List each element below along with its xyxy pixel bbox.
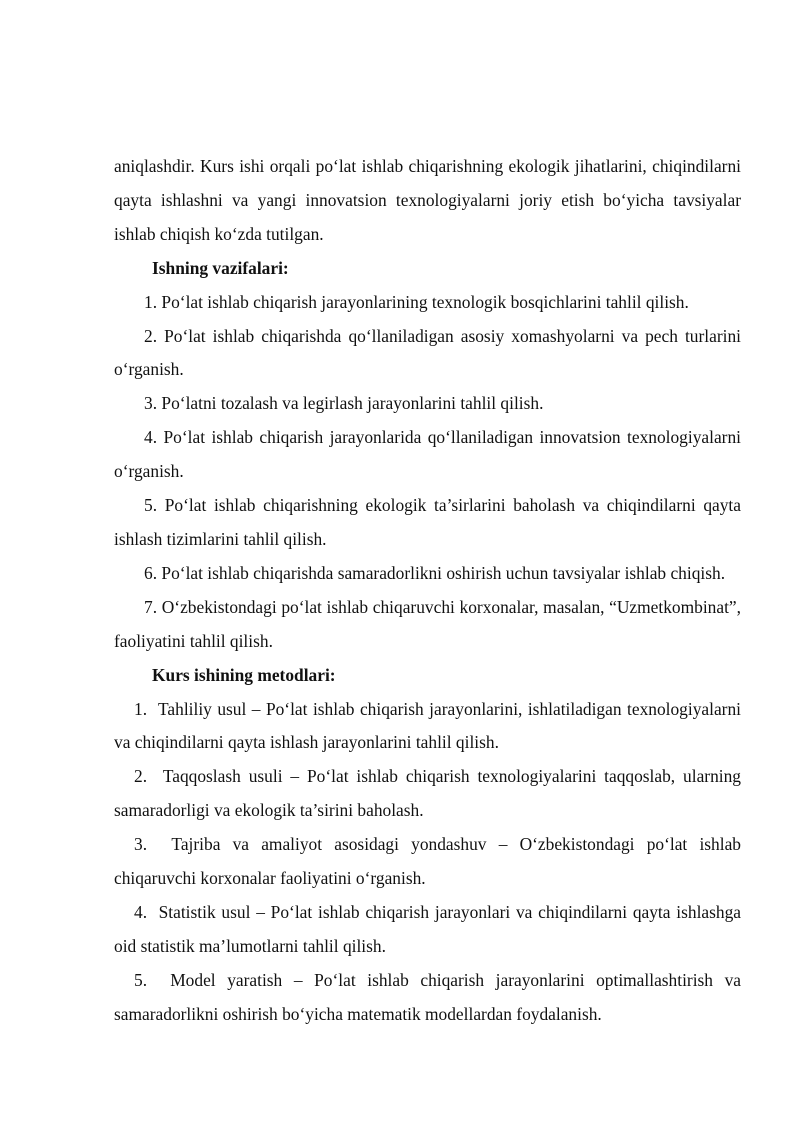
method-item-number: 4. bbox=[134, 901, 148, 922]
method-item-number: 1. bbox=[134, 698, 148, 719]
method-item-2 bbox=[114, 760, 741, 828]
task-item-1 bbox=[114, 286, 741, 320]
task-item-text: Po‘latni tozalash va legirlash jarayonlarini tahlil qilish. bbox=[161, 393, 544, 414]
method-item-1 bbox=[114, 693, 741, 761]
task-item-text: Po‘lat ishlab chiqarishda qo‘llaniladigan asosiy xomashyolarni va pech turlarini o‘rganish. bbox=[114, 325, 741, 380]
method-item-text: Statistik usul – Po‘lat ishlab chiqarish jarayonlari va chiqindilarni qayta ishlashga oid statistik ma’lumotlarni tahlil qilish. bbox=[114, 901, 741, 956]
method-item-3 bbox=[114, 828, 741, 896]
task-item-text: Po‘lat ishlab chiqarishning ekologik ta’sirlarini baholash va chiqindilarni qayta ishlash tizimlarini tahlil qilish. bbox=[114, 495, 741, 549]
method-item-text: Model yaratish – Po‘lat ishlab chiqarish jarayonlarini optimallashtirish va samaradorlikni oshirish bo‘yicha matematik modellardan foydalanish. bbox=[114, 969, 741, 1024]
task-item-number: 7. bbox=[144, 596, 158, 617]
task-item-7 bbox=[114, 591, 741, 659]
task-item-number: 3. bbox=[144, 393, 158, 414]
task-item-number: 5. bbox=[144, 495, 158, 516]
method-item-text: Taqqoslash usuli – Po‘lat ishlab chiqarish texnologiyalarini taqqoslab, ularning samaradorligi va ekologik ta’sirini baholash. bbox=[114, 766, 741, 821]
tasks-heading: Ishning vazifalari: bbox=[152, 257, 289, 278]
task-item-number: 1. bbox=[144, 291, 158, 312]
task-item-text: Po‘lat ishlab chiqarish jarayonlarida qo‘llaniladigan innovatsion texnologiyalarni o‘rganish. bbox=[114, 427, 741, 482]
intro-paragraph: aniqlashdir. Kurs ishi orqali po‘lat ishlab chiqarishning ekologik jihatlarini, chiqindilarni qayta ishlashni va yangi innovatsion texnologiyalarni joriy etish bo‘yicha tavsiyalar ishlab chiqish ko‘zda tutilgan. bbox=[114, 156, 741, 244]
task-item-4 bbox=[114, 421, 741, 489]
task-item-6 bbox=[114, 557, 741, 591]
method-item-5 bbox=[114, 964, 741, 1032]
method-item-text: Tahliliy usul – Po‘lat ishlab chiqarish jarayonlarini, ishlatiladigan texnologiyalarni va chiqindilarni qayta ishlash jarayonlarini tahlil qilish. bbox=[114, 698, 741, 753]
page-content bbox=[114, 150, 741, 1032]
method-item-number: 3. bbox=[134, 834, 148, 855]
task-item-3 bbox=[114, 387, 741, 421]
task-item-number: 2. bbox=[144, 325, 158, 346]
task-item-number: 4. bbox=[144, 427, 158, 448]
task-item-5 bbox=[114, 489, 741, 557]
method-item-number: 2. bbox=[134, 766, 148, 787]
method-item-4 bbox=[114, 896, 741, 964]
task-item-text: Po‘lat ishlab chiqarish jarayonlarining texnologik bosqichlarini tahlil qilish. bbox=[161, 291, 689, 312]
methods-heading: Kurs ishining metodlari: bbox=[152, 664, 336, 685]
method-item-text: Tajriba va amaliyot asosidagi yondashuv – O‘zbekistondagi po‘lat ishlab chiqaruvchi korxonalar faoliyatini o‘rganish. bbox=[114, 834, 741, 889]
method-item-number: 5. bbox=[134, 969, 148, 990]
task-item-text: Po‘lat ishlab chiqarishda samaradorlikni oshirish uchun tavsiyalar ishlab chiqish. bbox=[161, 562, 726, 583]
task-item-number: 6. bbox=[144, 562, 158, 583]
task-item-2 bbox=[114, 320, 741, 388]
task-item-text: O‘zbekistondagi po‘lat ishlab chiqaruvchi korxonalar, masalan, “Uzmetkombinat”, faoliyatini tahlil qilish. bbox=[114, 596, 741, 651]
